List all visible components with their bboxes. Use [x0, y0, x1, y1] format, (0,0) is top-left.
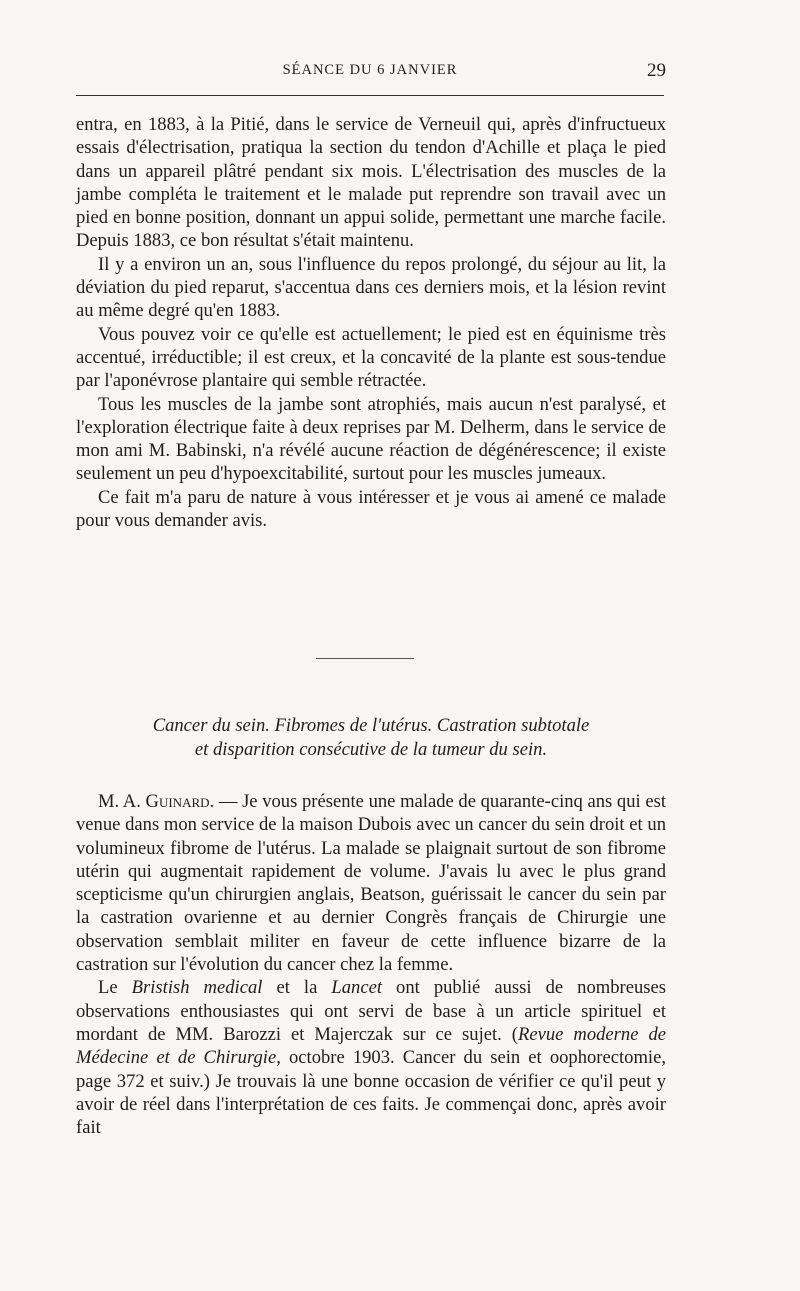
section-title-line: et disparition consécutive de la tumeur du sein. [194, 738, 548, 760]
running-title: SÉANCE DU 6 JANVIER [282, 62, 458, 78]
paragraph-text: — Je vous présente une malade de quarante-cinq ans qui est venue dans mon service de la maison Dubois avec un cancer du sein droit et un volumineux fibrome de l'utérus. La malade se plaignait surtout de son fibrome utérin qui augmentait rapidement de volume. J'avais lu avec le plus grand scepticisme qu'un chirurgien anglais, Beatson, guérissait le cancer du sein par la castration ovarienne et au dernier Congrès français de Chirurgie une observation semblait militer en faveur de cette influence bizarre de la castration sur l'évolution du cancer chez la femme. [76, 791, 666, 976]
text-block-bottom [76, 790, 666, 1139]
paragraph-text: Le [98, 977, 132, 999]
paragraph-continuation: entra, en 1883, à la Pitié, dans le service de Verneuil qui, après d'infructueux essais d'électrisation, pratiqua la section du tendon d'Achille et plaça le pied dans un appareil plâtré pendant six mois. L'électrisation des muscles de la jambe compléta le traitement et le malade put reprendre son travail avec un pied en bonne position, donnant un appui solide, permettant une marche facile. Depuis 1883, ce bon résultat s'était maintenu. [76, 114, 666, 252]
header-rule [76, 95, 664, 96]
journal-title: Bristish medical [131, 977, 263, 999]
paragraph: Tous les muscles de la jambe sont atrophiés, mais aucun n'est paralysé, et l'exploration électrique faite à deux reprises par M. Delherm, dans le service de mon ami M. Babinski, n'a révélé aucune réaction de dégénérescence; il existe seulement un peu d'hypoexcitabilité, surtout pour les muscles jumeaux. [76, 393, 666, 485]
paragraph [76, 976, 666, 1139]
text-block-top [76, 113, 666, 532]
paragraph [76, 790, 666, 976]
page-number: 29 [647, 60, 666, 81]
running-head [74, 60, 666, 84]
section-title-line: Cancer du sein. Fibromes de l'utérus. Castration subtotale [152, 715, 590, 736]
section-separator [316, 658, 414, 659]
journal-reference: Revue moderne de Médecine et de Chirurgie [76, 1023, 666, 1069]
paragraph-text: , octobre 1903. Cancer du sein et oophorectomie, page 372 et suiv.) Je trouvais là une bonne occasion de vérifier ce qu'il peut y avoir de réel dans l'interprétation de ces faits. Je commençai donc, après avoir fait [76, 1047, 666, 1139]
section-title [76, 714, 666, 761]
journal-title: Lancet [331, 977, 382, 999]
paragraph: Il y a environ un an, sous l'influence du repos prolongé, du séjour au lit, la déviation du pied reparut, s'accentua dans ces derniers mois, et la lésion revint au même degré qu'en 1883. [76, 253, 666, 322]
paragraph: Ce fait m'a paru de nature à vous intéresser et je vous ai amené ce malade pour vous demander avis. [76, 486, 666, 532]
speaker-name: M. A. Guinard. [98, 791, 215, 812]
paragraph: Vous pouvez voir ce qu'elle est actuellement; le pied est en équinisme très accentué, irréductible; il est creux, et la concavité de la plante est sous-tendue par l'aponévrose plantaire qui semble rétractée. [76, 323, 666, 392]
paragraph-text: ont publié aussi de nombreuses observations enthousiastes qui ont servi de base à un article spirituel et mordant de MM. Barozzi et Majerczak sur ce sujet. ( [76, 977, 666, 1045]
paragraph-text: et la [262, 977, 332, 999]
